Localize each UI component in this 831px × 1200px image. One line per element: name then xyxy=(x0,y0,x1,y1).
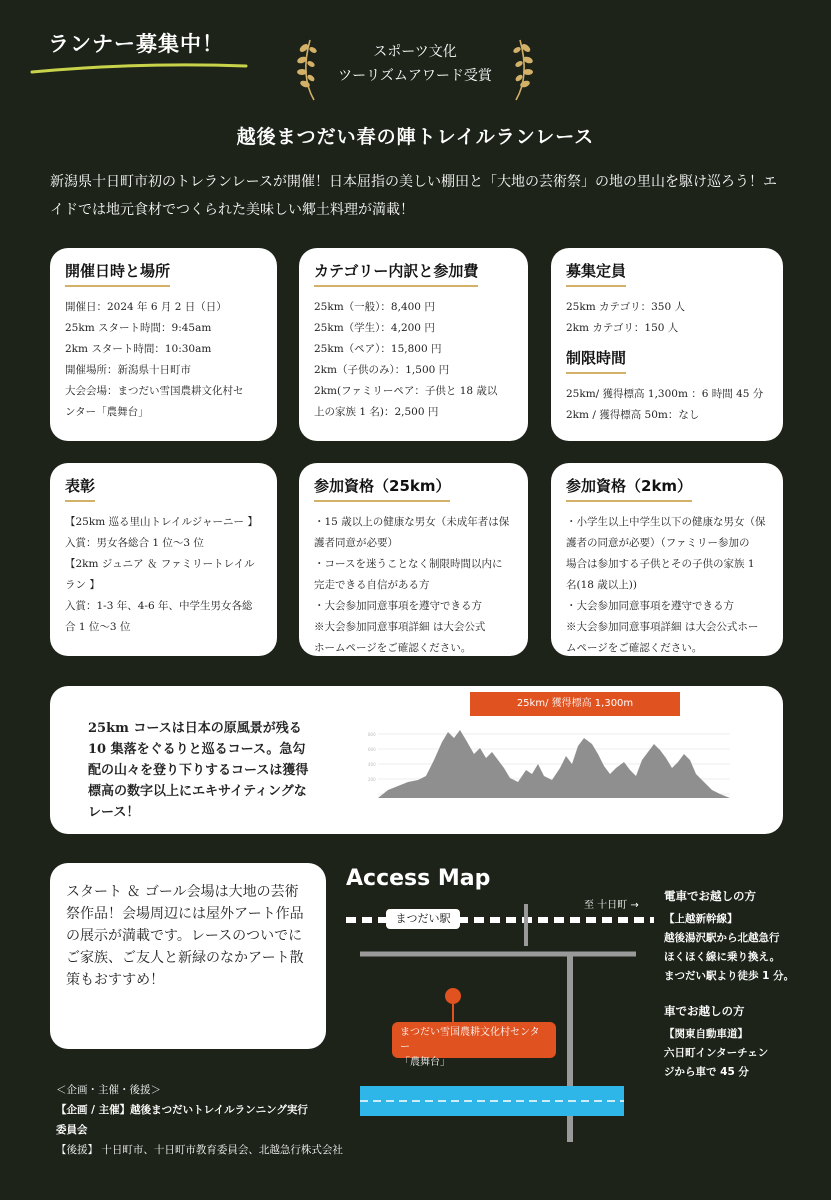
card-line: 入賞：1-3 年、4-6 年、中学生男女各総 xyxy=(65,600,253,612)
card-line: 上の家族 1 名)：2,500 円 xyxy=(314,406,439,418)
venue-callout xyxy=(392,1022,556,1068)
card-line: 2km(ファミリーペア：子供と 18 歳以 xyxy=(314,385,498,397)
card-line: 25km/ 獲得標高 1,300m ：6 時間 45 分 xyxy=(566,388,764,400)
card-heading: 開催日時と場所 xyxy=(65,260,170,287)
card-line: 【2km ジュニア ＆ ファミリートレイル xyxy=(65,558,255,570)
page-title: 越後まつだい春の陣トレイルランレース xyxy=(236,126,595,148)
access-info-card: スタート ＆ ゴール会場は大地の芸術祭作品！会場周辺には屋外アート作品の展示が満載です。レースのついでにご家族、ご友人と新緑のなかアート散策もおすすめ！ xyxy=(50,863,326,1049)
card-line: 25km スタート時間：9:45am xyxy=(65,322,212,334)
card-line: 開催場所：新潟県十日町市 xyxy=(65,364,191,376)
footer-heading: ＜企画・主催・後援＞ xyxy=(56,1084,161,1096)
course-description-line: 25km コースは日本の原風景が残る xyxy=(88,721,302,736)
card-lines xyxy=(65,297,262,423)
card-line: 2km スタート時間：10:30am xyxy=(65,343,212,355)
elevation-profile-graphic xyxy=(368,724,738,808)
card-awards xyxy=(50,463,277,656)
train-line: 【上越新幹線】 xyxy=(664,913,738,925)
direction-label: 至 十日町 → xyxy=(584,900,639,911)
svg-text:400: 400 xyxy=(368,762,376,767)
car-line: 六日町インターチェン xyxy=(664,1047,769,1059)
card-line: 入賞：男女各総合 1 位〜3 位 xyxy=(65,537,204,549)
card-line: 2km（子供のみ）：1,500 円 xyxy=(314,364,450,376)
footer-organizer-cont: 委員会 xyxy=(56,1124,88,1136)
card-line: 大会会場：まつだい雪国農耕文化村セ xyxy=(65,385,244,397)
course-description-line: 標高の数字以上にエキサイティングな xyxy=(88,784,307,799)
course-description-line: レース！ xyxy=(88,805,140,820)
award-line2: ツーリズムアワード受賞 xyxy=(338,68,492,84)
venue-name: まつだい雪国農耕文化村センター xyxy=(400,1027,540,1053)
card-line: ムページをご確認ください。 xyxy=(566,642,703,654)
card-line: 【25km 巡る里山トレイルジャーニー 】 xyxy=(65,516,258,528)
card-line: ・コースを迷うことなく制限時間以内に xyxy=(314,558,503,570)
svg-text:600: 600 xyxy=(368,747,376,752)
course-description-line: 配の山々を登り下りするコースは獲得 xyxy=(88,763,309,778)
venue-subname: 「農舞台」 xyxy=(400,1057,450,1068)
card-category-fees xyxy=(299,248,528,441)
card-heading: 参加資格（2km） xyxy=(566,475,692,502)
station-label: まつだい駅 xyxy=(386,909,460,929)
intro-text: 新潟県十日町市初のトレランレースが開催！日本屈指の美しい棚田と「大地の芸術祭」の地の里山を駆け巡ろう！エイドでは地元食材でつくられた美味しい郷土料理が満載！ xyxy=(50,174,777,218)
card-line: 開催日：2024 年 6 月 2 日（日） xyxy=(65,301,227,313)
laurel-left-icon xyxy=(296,36,322,102)
card-lines xyxy=(314,512,513,656)
footer-organizer: 【企画 / 主催】越後まつだいトレイルランニング実行 xyxy=(56,1104,308,1116)
train-line: ほくほく線に乗り換え。 xyxy=(664,951,781,963)
access-map-graphic xyxy=(340,890,660,1150)
card-line: ※大会参加同意事項詳細 は大会公式 xyxy=(314,621,486,633)
course-profile-panel xyxy=(50,686,783,834)
award-line1: スポーツ文化 xyxy=(373,44,457,60)
card-heading: カテゴリー内訳と参加費 xyxy=(314,260,478,287)
card-line: 合 1 位〜3 位 xyxy=(65,621,131,633)
card-heading: 表彰 xyxy=(65,475,95,502)
card-line: 名(18 歳以上)) xyxy=(566,579,637,591)
card-line: 25km（学生）：4,200 円 xyxy=(314,322,435,334)
svg-text:200: 200 xyxy=(368,777,376,782)
laurel-right-icon xyxy=(508,36,534,102)
card-heading: 募集定員 xyxy=(566,260,626,287)
card-line: ※大会参加同意事項詳細 は大会公式ホー xyxy=(566,621,759,633)
car-line: ジから車で 45 分 xyxy=(664,1066,749,1078)
course-description xyxy=(88,718,338,823)
footer-supporters: 【後援】 十日町市、十日町市教育委員会、北越急行株式会社 xyxy=(56,1144,343,1156)
card-line: 完走できる自信がある方 xyxy=(314,579,430,591)
card-capacity xyxy=(551,248,783,441)
card-line: ホームページをご確認ください。 xyxy=(314,642,472,654)
card-heading-time-limit: 制限時間 xyxy=(566,347,626,374)
car-line: 【関東自動車道】 xyxy=(664,1028,748,1040)
card-qualification-2km xyxy=(551,463,783,656)
card-line: 25km（ペア）：15,800 円 xyxy=(314,343,442,355)
train-line: まつだい駅より徒歩 1 分。 xyxy=(664,970,795,982)
svg-text:800: 800 xyxy=(368,732,376,737)
card-line: 護者同意が必要） xyxy=(314,537,398,549)
card-lines xyxy=(566,297,768,339)
card-lines xyxy=(65,512,262,638)
course-description-line: 10 集落をぐるりと巡るコース。急勾 xyxy=(88,742,306,757)
card-line: 2km カテゴリ：150 人 xyxy=(566,322,679,334)
train-heading: 電車でお越しの方 xyxy=(664,889,756,903)
car-heading: 車でお越しの方 xyxy=(664,1004,745,1018)
organizer-footer xyxy=(56,1080,386,1160)
recruit-underline xyxy=(30,60,248,76)
card-line: ・大会参加同意事項を遵守できる方 xyxy=(566,600,734,612)
card-line: 25km カテゴリ：350 人 xyxy=(566,301,685,313)
card-heading: 参加資格（25km） xyxy=(314,475,450,502)
card-line: ・小学生以上中学生以下の健康な男女（保 xyxy=(566,516,766,528)
card-line: 場合は参加する子供とその子供の家族 1 xyxy=(566,558,755,570)
train-line: 越後湯沢駅から北越急行 xyxy=(664,932,780,944)
elevation-badge: 25km/ 獲得標高 1,300m xyxy=(470,692,680,716)
card-line: ・大会参加同意事項を遵守できる方 xyxy=(314,600,482,612)
card-line: ・15 歳以上の健康な男女（未成年者は保 xyxy=(314,516,510,528)
card-line: ンター「農舞台」 xyxy=(65,406,149,418)
transport-info xyxy=(664,887,824,1082)
card-line: 護者の同意が必要）（ファミリー参加の xyxy=(566,537,750,549)
card-line: ラン 】 xyxy=(65,579,100,591)
card-lines xyxy=(314,297,513,423)
card-line: 25km（一般）：8,400 円 xyxy=(314,301,435,313)
recruit-label: ランナー募集中！ xyxy=(48,32,224,56)
card-lines xyxy=(566,384,768,426)
award-text xyxy=(330,40,500,88)
card-event-info xyxy=(50,248,277,441)
venue-pin-icon xyxy=(445,988,461,1004)
card-qualification-25km xyxy=(299,463,528,656)
access-map-title: Access Map xyxy=(346,866,491,891)
card-lines xyxy=(566,512,768,656)
card-line: 2km / 獲得標高 50m：なし xyxy=(566,409,700,421)
